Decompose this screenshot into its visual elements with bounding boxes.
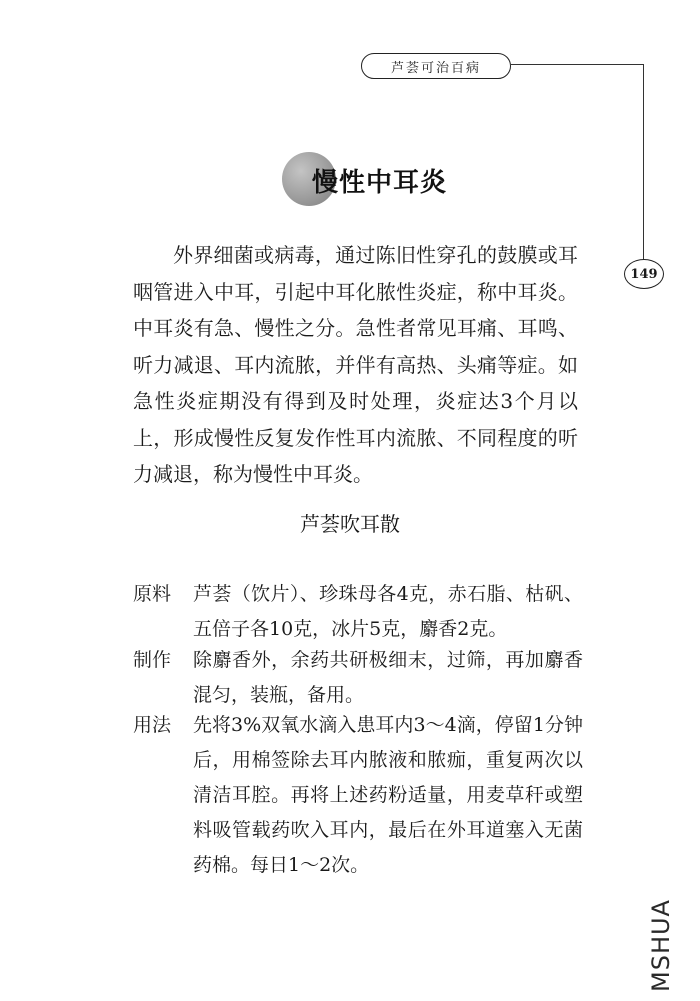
article-title-block: [282, 152, 447, 208]
usage-label: 用法: [133, 714, 172, 736]
preparation-label: 制作: [133, 649, 172, 671]
preparation-text: 除麝香外，余药共研极细末，过筛，再加麝香混匀，装瓶，备用。: [193, 649, 583, 706]
recipe-preparation: [133, 643, 583, 713]
intro-paragraph: 外界细菌或病毒，通过陈旧性穿孔的鼓膜或耳咽管进入中耳，引起中耳化脓性炎症，称中耳炎。中耳炎有急、慢性之分。急性者常见耳痛、耳鸣、听力减退、耳内流脓，并伴有高热、头痛等症。如急性炎症期没有得到及时处理，炎症达3个月以上，形成慢性反复发作性耳内流脓、不同程度的听力减退，称为慢性中耳炎。: [133, 243, 578, 486]
ingredients-label: 原料: [133, 583, 172, 605]
recipe-title: 芦荟吹耳散: [300, 512, 400, 536]
header-rule-horizontal: [511, 64, 644, 65]
header-rule-vertical: [643, 64, 644, 260]
book-title-tag: [361, 53, 511, 79]
page-number-badge: [624, 259, 664, 289]
book-title: 芦荟可治百病: [390, 60, 481, 76]
recipe-ingredients: [133, 577, 583, 647]
ingredients-text: 芦荟（饮片）、珍珠母各4克，赤石脂、枯矾、五倍子各10克，冰片5克，麝香2克。: [193, 583, 583, 640]
usage-text: 先将3%双氧水滴入患耳内3～4滴，停留1分钟后，用棉签除去耳内脓液和脓痂，重复两次以清洁耳腔。再将上述药粉适量，用麦草秆或塑料吸管载药吹入耳内，最后在外耳道塞入无菌药棉。每日1～2次。: [193, 714, 583, 876]
watermark: MSHUA: [647, 899, 675, 992]
article-title: 慢性中耳炎: [312, 167, 448, 198]
recipe-usage: [133, 708, 583, 883]
page-number: 149: [630, 266, 658, 282]
